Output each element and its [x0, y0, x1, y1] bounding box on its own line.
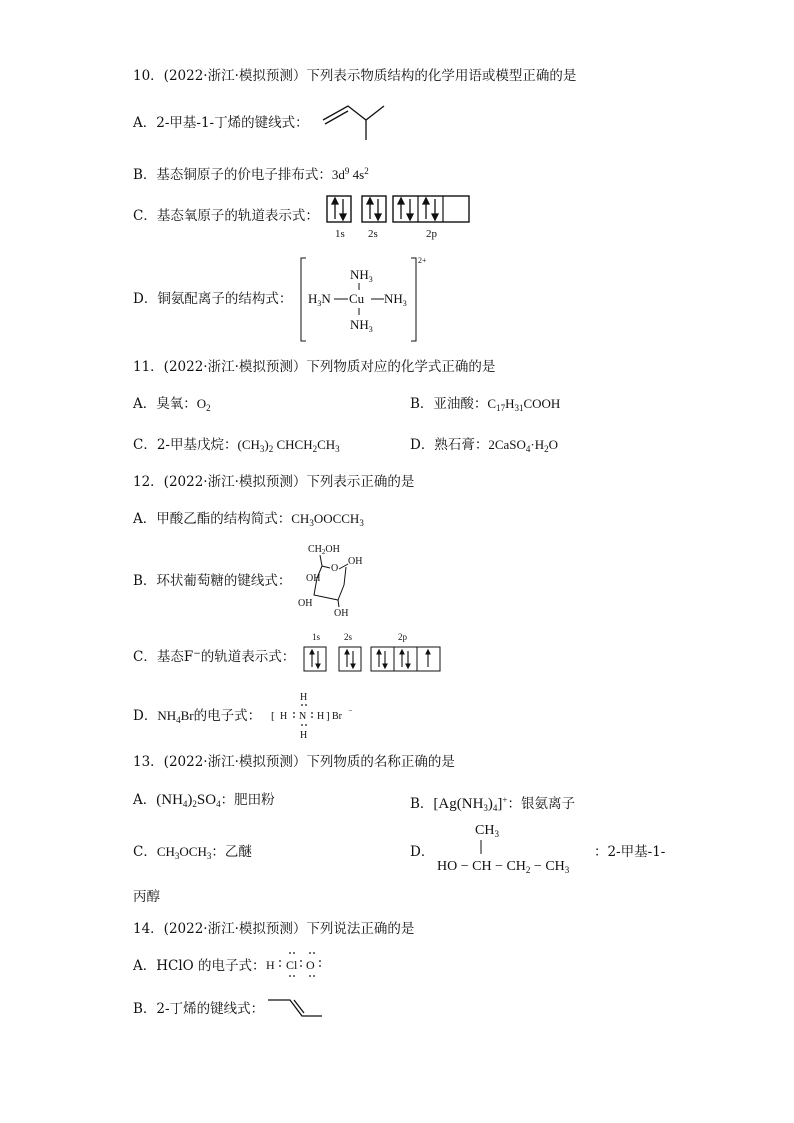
svg-text:H: H	[317, 711, 325, 722]
svg-text:CH3: $CH_3$	[475, 823, 499, 839]
hclo-electron-dot	[264, 948, 326, 984]
svg-text:H: H	[300, 730, 308, 741]
label-2s: 2s	[344, 632, 353, 642]
label-2p: 2p	[426, 228, 437, 240]
q11-option-d: D．熟石膏：$2CaSO_4\cdot H_2O$	[410, 437, 558, 454]
svg-text:CH2OH: $CH_2OH$	[308, 544, 340, 556]
q13-option-a: A．$(NH_4)_2SO_4$：肥田粉	[133, 792, 275, 809]
q13-option-d-wrap: 丙醇	[133, 889, 160, 905]
q10-option-c: C．基态氧原子的轨道表示式：	[133, 208, 319, 224]
q12-option-d: D．$NH_4Br$的电子式：	[133, 708, 262, 725]
q12-option-c: C．基态F−的轨道表示式：	[133, 649, 296, 665]
svg-text:O: O	[306, 958, 315, 972]
q10-option-b	[133, 162, 369, 184]
svg-text:NH3: $NH_3$	[384, 291, 407, 308]
q14-option-a: A．HClO 的电子式：	[133, 958, 266, 974]
skeletal-2-methyl-1-butene	[318, 98, 390, 146]
svg-text:Cl: Cl	[286, 958, 298, 972]
svg-text:⁻: ⁻	[348, 707, 353, 717]
svg-text:NH3: $NH_3$	[350, 317, 373, 334]
q11-option-a: A．臭氧：$O_2$	[133, 396, 211, 413]
q14-option-b: B．2-丁烯的键线式：	[133, 1001, 265, 1017]
cu-valence-config: $3d^9$ $4s^2$	[331, 166, 369, 182]
q10-option-d: D．铜氨配离子的结构式：	[133, 291, 293, 307]
svg-text:OH: OH	[298, 598, 313, 609]
q13-option-b: B．$[Ag(NH_3)_4]^+$：银氨离子	[410, 795, 575, 813]
label-1s: 1s	[312, 632, 321, 642]
q10-option-b-label: B．基态铜原子的价电子排布式：	[133, 167, 332, 183]
q12-option-b: B．环状葡萄糖的键线式：	[133, 573, 292, 589]
svg-text:H3N: $H_3N$	[308, 291, 331, 308]
q11-option-b: B．亚油酸：$C_{17}H_{31}COOH$	[410, 396, 561, 413]
q12-stem: 12．(2022·浙江·模拟预测）下列表示正确的是	[133, 474, 415, 490]
oxygen-orbital-diagram	[326, 195, 476, 243]
label-2p: 2p	[398, 632, 407, 642]
q13-option-d-name: ：2-甲基-1-	[594, 844, 666, 860]
svg-text:H: H	[280, 711, 288, 722]
fluoride-orbital-diagram	[302, 632, 444, 676]
q14-stem: 14．(2022·浙江·模拟预测）下列说法正确的是	[133, 921, 415, 937]
svg-text:HO − CH − CH2 − CH3: HO − CH − $CH_2 - CH_3$	[437, 859, 570, 875]
svg-text:OH: OH	[334, 608, 349, 619]
q11-stem: 11．(2022·浙江·模拟预测）下列物质对应的化学式正确的是	[133, 359, 496, 375]
svg-text:H: H	[300, 692, 308, 703]
svg-text:OH: OH	[306, 573, 321, 584]
q13-option-c: C．$CH_3OCH_3$：乙醚	[133, 844, 252, 861]
skeletal-2-butene	[266, 996, 326, 1022]
center-cu: Cu	[349, 291, 365, 306]
nh4br-electron-dot	[270, 688, 360, 742]
q11-option-c: C．2-甲基戊烷：$(CH_3)_2$ $CHCH_2CH_3$	[133, 437, 340, 454]
svg-text:OH: OH	[348, 556, 363, 567]
svg-text:N: N	[299, 711, 307, 722]
svg-text:]: ]	[326, 710, 330, 722]
label-2s: 2s	[368, 228, 378, 240]
cuprammonium-structure	[298, 255, 433, 345]
glucose-ring-skeletal	[292, 540, 372, 620]
svg-text:O: O	[331, 563, 339, 574]
svg-text:H: H	[266, 958, 275, 972]
q13-option-d-label: D．	[410, 844, 435, 860]
2-methyl-1-propanol-structure	[435, 820, 595, 876]
label-1s: 1s	[335, 228, 345, 240]
svg-text:[: [	[271, 710, 275, 722]
svg-text:Br: Br	[332, 711, 342, 722]
q10-stem: 10．(2022·浙江·模拟预测）下列表示物质结构的化学用语或模型正确的是	[133, 68, 577, 84]
q13-stem: 13．(2022·浙江·模拟预测）下列物质的名称正确的是	[133, 754, 455, 770]
q12-option-a: A．甲酸乙酯的结构简式：$CH_3OOCCH_3$	[133, 511, 364, 528]
q10-option-a: A．2-甲基-1-丁烯的键线式：	[133, 115, 309, 131]
charge-label: 2+	[418, 256, 427, 265]
svg-text:NH3: $NH_3$	[350, 267, 373, 284]
